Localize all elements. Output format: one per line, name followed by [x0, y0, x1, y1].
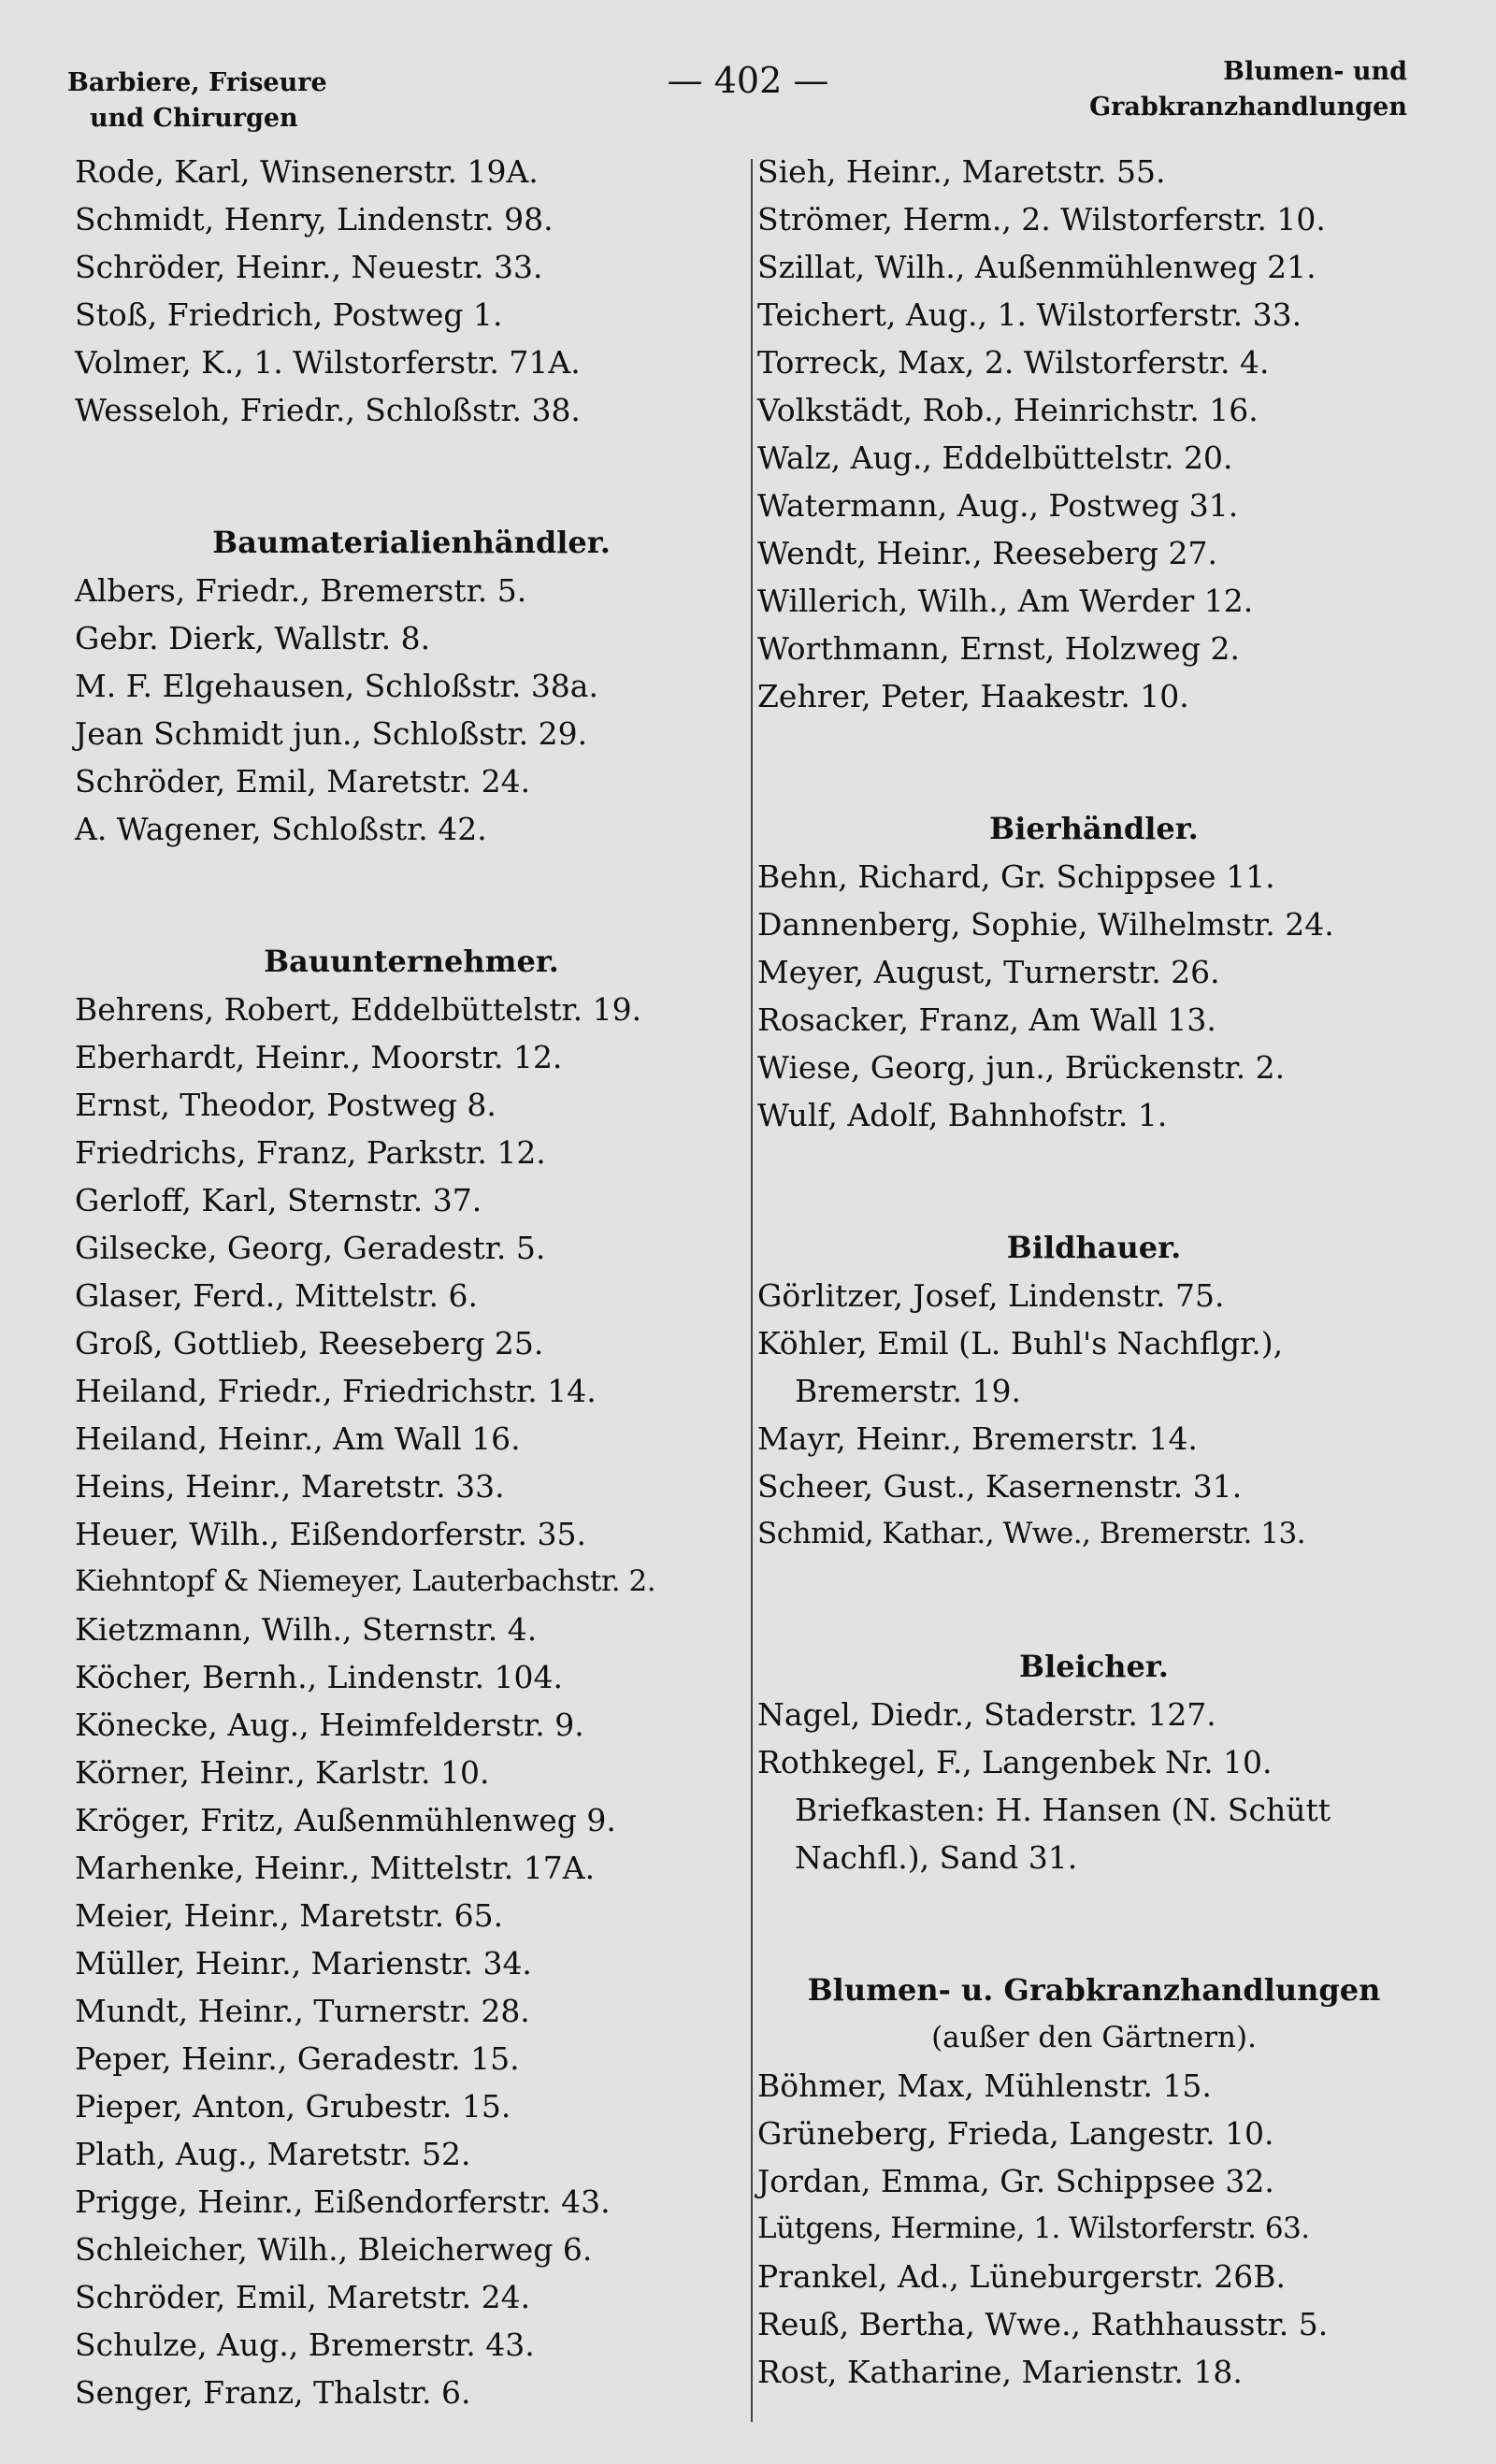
- list-item: Heiland, Heinr., Am Wall 16.: [75, 1420, 521, 1457]
- list-item: Rothkegel, F., Langenbek Nr. 10.: [757, 1744, 1273, 1780]
- section-heading: Baumaterialienhändler.: [212, 525, 611, 560]
- list-item: Schröder, Heinr., Neuestr. 33.: [75, 249, 543, 285]
- list-item: Worthmann, Ernst, Holzweg 2.: [757, 630, 1241, 667]
- list-item: Gilsecke, Georg, Geradestr. 5.: [75, 1230, 546, 1266]
- list-item-continuation: Bremerstr. 19.: [795, 1373, 1021, 1409]
- section-heading: Bleicher.: [1019, 1649, 1169, 1684]
- header-left-line1: Barbiere, Friseure: [67, 68, 327, 97]
- list-item: Pieper, Anton, Grubestr. 15.: [75, 2088, 511, 2125]
- list-item: Meier, Heinr., Maretstr. 65.: [75, 1897, 504, 1934]
- list-item: Könecke, Aug., Heimfelderstr. 9.: [75, 1707, 584, 1743]
- list-item: Meyer, August, Turnerstr. 26.: [757, 954, 1220, 990]
- list-item: Mundt, Heinr., Turnerstr. 28.: [75, 1993, 530, 2029]
- list-item: Senger, Franz, Thalstr. 6.: [75, 2374, 471, 2411]
- list-item: Strömer, Herm., 2. Wilstorferstr. 10.: [757, 201, 1326, 238]
- section-baumaterialienhaendler: [75, 518, 748, 853]
- list-item: Ernst, Theodor, Postweg 8.: [75, 1087, 496, 1123]
- section-heading: Bauunternehmer.: [264, 944, 559, 979]
- list-item: Gebr. Dierk, Wallstr. 8.: [75, 620, 431, 656]
- list-item: Szillat, Wilh., Außenmühlenweg 21.: [757, 249, 1316, 285]
- list-item: M. F. Elgehausen, Schloßstr. 38a.: [75, 668, 598, 704]
- list-item: Heiland, Friedr., Friedrichstr. 14.: [75, 1373, 597, 1409]
- list-item: Stoß, Friedrich, Postweg 1.: [75, 296, 503, 333]
- list-item: Gerloff, Karl, Sternstr. 37.: [75, 1182, 482, 1218]
- list-item: Marhenke, Heinr., Mittelstr. 17A.: [75, 1850, 596, 1886]
- list-item: Lütgens, Hermine, 1. Wilstorferstr. 63.: [757, 2212, 1310, 2245]
- list-item: Nagel, Diedr., Staderstr. 127.: [757, 1696, 1216, 1733]
- list-item: Rode, Karl, Winsenerstr. 19A.: [75, 153, 539, 190]
- list-item: Zehrer, Peter, Haakestr. 10.: [757, 678, 1189, 714]
- list-item: Kietzmann, Wilh., Sternstr. 4.: [75, 1611, 538, 1648]
- list-item: Schulze, Aug., Bremerstr. 43.: [75, 2327, 535, 2363]
- section-heading: Bierhändler.: [989, 811, 1199, 846]
- section-barbiere-continued: [75, 148, 748, 434]
- list-item: Volkstädt, Rob., Heinrichstr. 16.: [757, 392, 1259, 428]
- list-item: Grüneberg, Frieda, Langestr. 10.: [757, 2115, 1274, 2152]
- list-item: A. Wagener, Schloßstr. 42.: [75, 811, 487, 847]
- section-bierhaendler: [757, 804, 1431, 1139]
- section-heading: Blumen- u. Grabkranzhandlungen: [807, 1972, 1381, 2008]
- section-heading: Bildhauer.: [1006, 1230, 1182, 1265]
- page-number: — 402 —: [667, 60, 829, 101]
- list-item: Schröder, Emil, Maretstr. 24.: [75, 2279, 531, 2315]
- right-column: [757, 148, 1431, 2396]
- list-item: Wesseloh, Friedr., Schloßstr. 38.: [75, 392, 581, 428]
- list-item: Willerich, Wilh., Am Werder 12.: [757, 583, 1254, 619]
- list-item: Eberhardt, Heinr., Moorstr. 12.: [75, 1039, 563, 1075]
- running-header-right: [1089, 54, 1407, 125]
- list-item: Mayr, Heinr., Bremerstr. 14.: [757, 1420, 1198, 1457]
- list-item: Jordan, Emma, Gr. Schippsee 32.: [757, 2163, 1274, 2199]
- list-item: Köcher, Bernh., Lindenstr. 104.: [75, 1659, 563, 1695]
- list-item: Köhler, Emil (L. Buhl's Nachflgr.),: [757, 1325, 1284, 1362]
- list-item: Rost, Katharine, Marienstr. 18.: [757, 2354, 1243, 2390]
- section-bildhauer: [757, 1223, 1431, 1558]
- list-item: Schröder, Emil, Maretstr. 24.: [75, 763, 531, 800]
- list-item: Schmidt, Henry, Lindenstr. 98.: [75, 201, 554, 238]
- list-item: Schleicher, Wilh., Bleicherweg 6.: [75, 2231, 593, 2268]
- list-item: Walz, Aug., Eddelbüttelstr. 20.: [757, 439, 1233, 476]
- list-item: Watermann, Aug., Postweg 31.: [757, 487, 1239, 524]
- section-bauunternehmer-continued: [757, 148, 1431, 720]
- section-subheading: (außer den Gärtnern).: [931, 2021, 1257, 2054]
- list-item: Glaser, Ferd., Mittelstr. 6.: [75, 1277, 478, 1314]
- list-item: Wulf, Adolf, Bahnhofstr. 1.: [757, 1097, 1168, 1133]
- header-right-line2: Grabkranzhandlungen: [1089, 93, 1407, 122]
- list-item: Friedrichs, Franz, Parkstr. 12.: [75, 1134, 546, 1171]
- list-item: Peper, Heinr., Geradestr. 15.: [75, 2040, 520, 2077]
- header-left-line2: und Chirurgen: [90, 104, 298, 133]
- list-item: Kiehntopf & Niemeyer, Lauterbachstr. 2.: [75, 1564, 656, 1598]
- list-item: Prigge, Heinr., Eißendorferstr. 43.: [75, 2183, 611, 2220]
- list-item: Wiese, Georg, jun., Brückenstr. 2.: [757, 1049, 1286, 1086]
- list-item-continuation: Nachfl.), Sand 31.: [795, 1839, 1078, 1876]
- list-item: Albers, Friedr., Bremerstr. 5.: [75, 572, 527, 609]
- section-blumen-grabkranzhandlungen: [757, 1966, 1431, 2396]
- list-item: Sieh, Heinr., Maretstr. 55.: [757, 153, 1166, 190]
- header-right-line1: Blumen- und: [1223, 57, 1407, 86]
- list-item: Plath, Aug., Maretstr. 52.: [75, 2136, 471, 2172]
- list-item: Behn, Richard, Gr. Schippsee 11.: [757, 858, 1275, 895]
- list-item: Kröger, Fritz, Außenmühlenweg 9.: [75, 1802, 616, 1838]
- list-item-continuation: Briefkasten: H. Hansen (N. Schütt: [795, 1792, 1331, 1828]
- list-item: Heuer, Wilh., Eißendorferstr. 35.: [75, 1516, 586, 1552]
- list-item: Behrens, Robert, Eddelbüttelstr. 19.: [75, 991, 642, 1028]
- list-item: Görlitzer, Josef, Lindenstr. 75.: [757, 1277, 1225, 1314]
- list-item: Böhmer, Max, Mühlenstr. 15.: [757, 2068, 1212, 2104]
- list-item: Rosacker, Franz, Am Wall 13.: [757, 1001, 1216, 1038]
- list-item: Volmer, K., 1. Wilstorferstr. 71A.: [75, 344, 581, 381]
- list-item: Heins, Heinr., Maretstr. 33.: [75, 1468, 505, 1505]
- list-item: Jean Schmidt jun., Schloßstr. 29.: [75, 715, 588, 752]
- list-item: Müller, Heinr., Marienstr. 34.: [75, 1945, 532, 1981]
- left-column: [75, 148, 748, 2416]
- section-bleicher: [757, 1642, 1431, 1881]
- list-item: Dannenberg, Sophie, Wilhelmstr. 24.: [757, 906, 1334, 943]
- list-item: Körner, Heinr., Karlstr. 10.: [75, 1754, 490, 1791]
- list-item: Prankel, Ad., Lüneburgerstr. 26B.: [757, 2258, 1286, 2295]
- list-item: Schmid, Kathar., Wwe., Bremerstr. 13.: [757, 1517, 1306, 1550]
- list-item: Teichert, Aug., 1. Wilstorferstr. 33.: [757, 296, 1302, 333]
- section-bauunternehmer: [75, 937, 748, 2416]
- list-item: Scheer, Gust., Kasernenstr. 31.: [757, 1468, 1243, 1505]
- list-item: Reuß, Bertha, Wwe., Rathhausstr. 5.: [757, 2306, 1329, 2342]
- column-divider: [751, 159, 753, 2422]
- list-item: Wendt, Heinr., Reeseberg 27.: [757, 535, 1218, 571]
- list-item: Torreck, Max, 2. Wilstorferstr. 4.: [757, 344, 1270, 381]
- list-item: Groß, Gottlieb, Reeseberg 25.: [75, 1325, 544, 1362]
